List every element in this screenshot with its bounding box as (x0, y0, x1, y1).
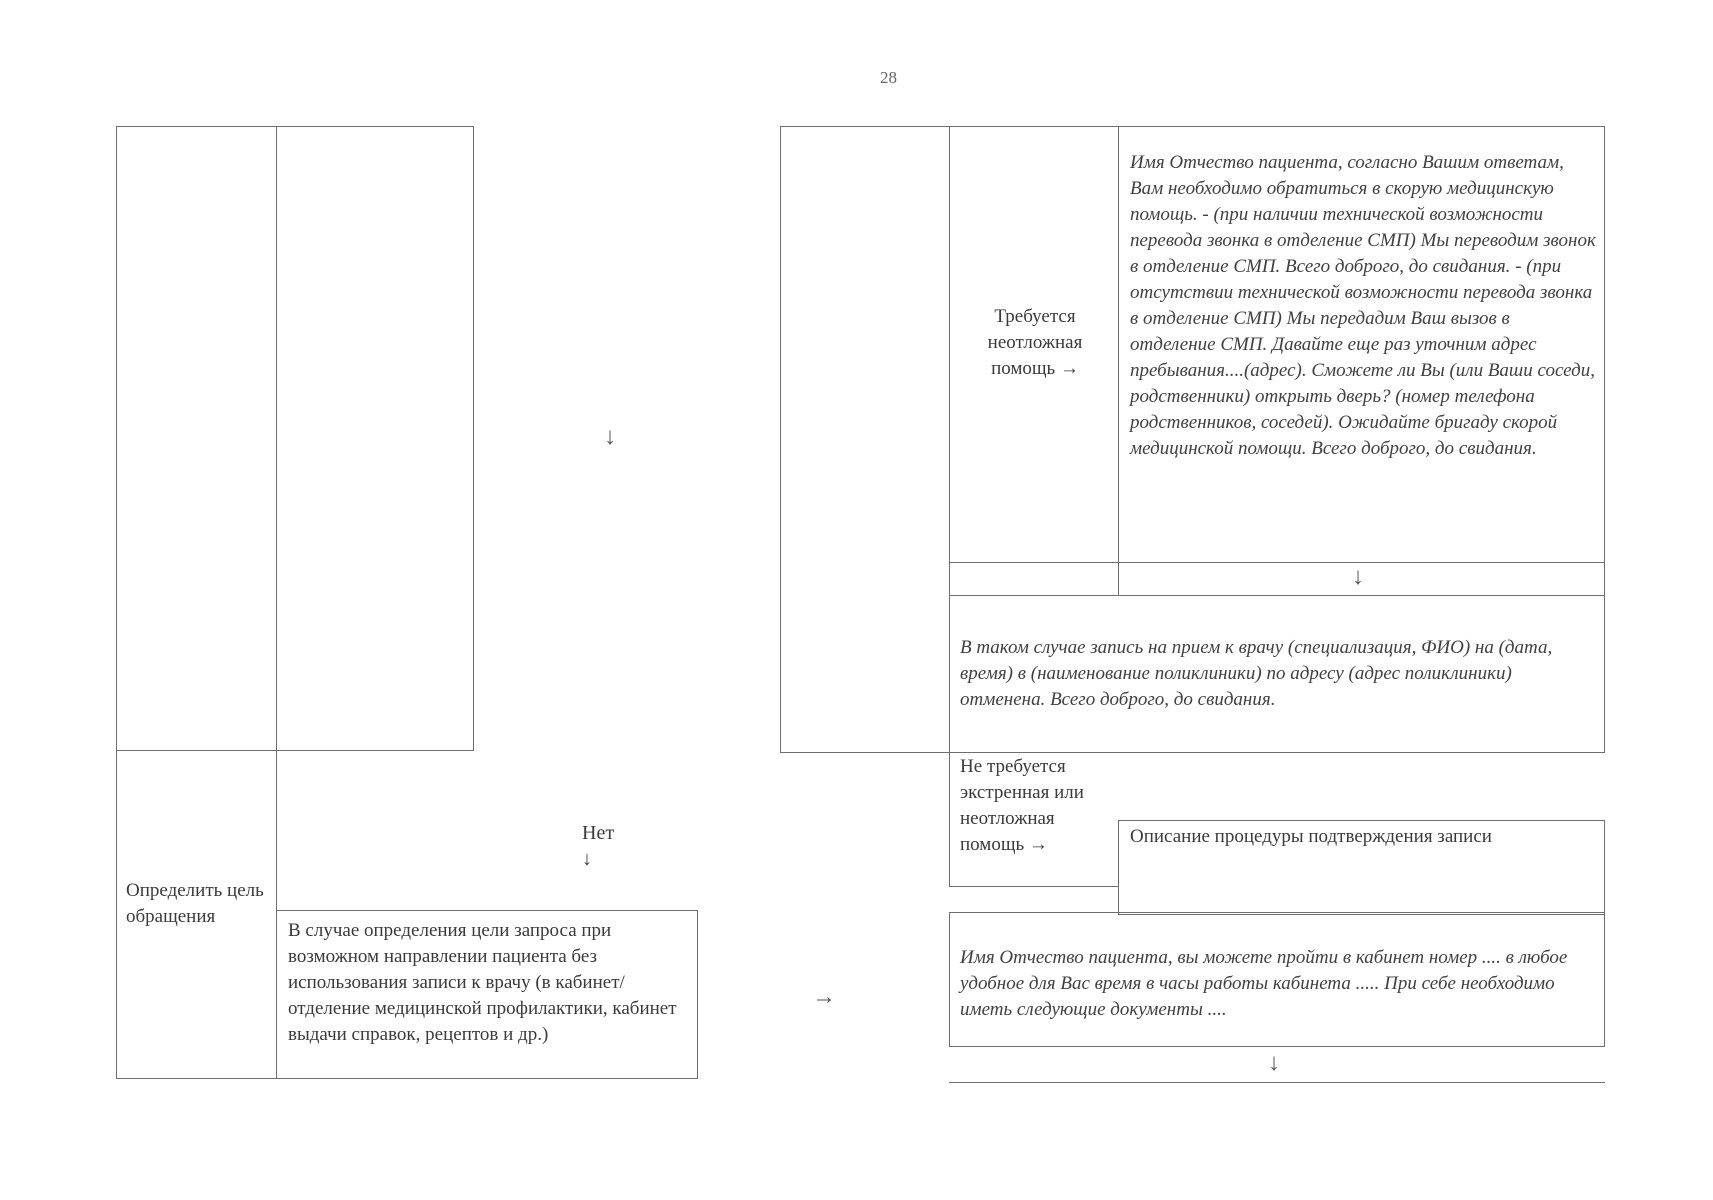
right-arrow-down-1: ↓ (1352, 564, 1364, 590)
not-urgent-bottom (949, 886, 1119, 887)
right-arrow-down-2: ↓ (1268, 1050, 1280, 1076)
left-arrow-down: ↓ (604, 424, 616, 450)
right-divider-1 (949, 126, 950, 887)
page-number: 28 (880, 68, 897, 87)
goal-case-text: В случае определения цели запроса при возможном направлении пациента без использования записи к врачу (в кабинет/отделение медицинской профилактики, кабинет выдачи справок, рецептов и др.) (288, 920, 677, 1045)
right-divider-2 (1118, 126, 1119, 596)
cabinet-script: Имя Отчество пациента, вы можете пройти в кабинет номер .... в любое удобное для Вас время в часы работы кабинета ..... При себе необходимо иметь следующие документы .... (960, 947, 1568, 1020)
urgent-row-bottom (949, 562, 1605, 563)
cancel-script: В таком случае запись на прием к врачу (специализация, ФИО) на (дата, время) в (наименование поликлиники) по адресу (адрес поликлиники) отменена. Всего доброго, до свидания. (960, 637, 1553, 710)
not-urgent-label: Не требуется экстренная или неотложная помощь → (960, 756, 1084, 855)
urgent-script: Имя Отчество пациента, согласно Вашим ответам, Вам необходимо обратиться в скорую медицинскую помощь. - (при наличии технической возможности перевода звонка в отделение СМП) Мы переводим звонок в отделение СМП. Всего доброго, до свидания. - (при отсутствии технической возможности перевода звонка в отделение СМП) Мы передадим Ваш вызов в отделение СМП. Давайте еще раз уточним адрес пребывания....(адрес). Сможете ли Вы (или Ваши соседи, родственники) открыть дверь? (номер телефона родственников, соседей). Ожидайте бригаду скорой медицинской помощи. Всего доброго, до свидания. (1130, 152, 1596, 459)
right-bottom-line (949, 1082, 1605, 1083)
confirm-procedure-text: Описание процедуры подтверждения записи (1130, 826, 1492, 847)
urgent-label: Требуется неотложная помощь → (987, 306, 1083, 379)
no-branch-label: Нет ↓ (582, 822, 615, 870)
connector-arrow-right: → (812, 984, 836, 1010)
left-tall-box (116, 126, 474, 751)
define-goal-label: Определить цель обращения (126, 880, 264, 927)
